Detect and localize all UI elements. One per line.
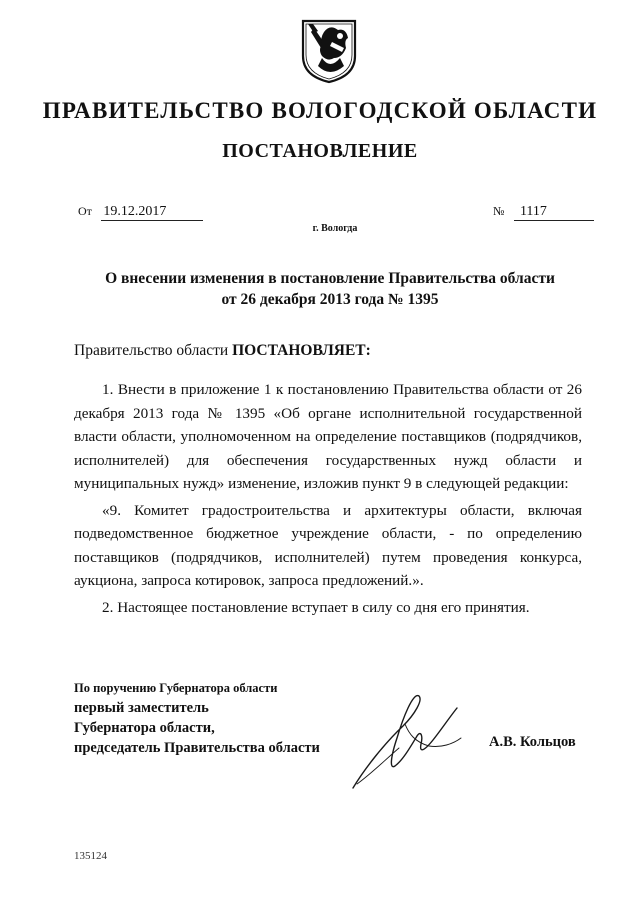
position-line-2: Губернатора области, [74,720,215,736]
date-label: От [78,204,92,218]
paragraph-3: 2. Настоящее постановление вступает в силу со дня его принятия. [102,598,530,616]
subject-line-1: О внесении изменения в постановление Правительства области [105,270,555,287]
position-line-3: председатель Правительства области [74,740,320,756]
document-number: 135124 [74,850,107,862]
vologda-coat-of-arms-icon [300,18,358,84]
signature-block [74,678,320,758]
handwritten-signature-icon [345,688,465,793]
position-line-1: первый заместитель [74,700,209,716]
government-title: ПРАВИТЕЛЬСТВО ВОЛОГОДСКОЙ ОБЛАСТИ [42,98,598,123]
paragraph-1: 1. Внести в приложение 1 к постановлению Правительства области от 26 декабря 2013 года № 1395 «Об органе исполнительной государственной власти области, уполномоченном на определение поставщиков (подрядчиков, исполнителей) для обеспечения государственных нужд области и муниципальных нужд» изменение, изложив пункт 9 в следующей редакции: [74,381,582,492]
decree-intro [74,342,371,360]
decree-prefix: Правительство области [74,342,229,359]
subject-line-2: от 26 декабря 2013 года № 1395 [221,291,439,308]
paragraph-2: «9. Комитет градостроительства и архитектуры области, включая подведомственное бюджетное учреждение области, - по определению поставщиков (подрядчиков, исполнителей) путем проведения конкурса, аукциона, запроса котировок, запроса предложений.». [74,501,582,589]
signer-name: А.В. Кольцов [489,734,576,750]
document-subject [80,268,580,310]
document-type: ПОСТАНОВЛЕНИЕ [222,140,418,162]
date-value: 19.12.2017 [101,204,203,221]
document-body [74,378,582,622]
number-label: № [493,204,505,218]
city: г. Вологда [312,223,358,234]
date-field [78,204,203,221]
on-behalf-line: По поручению Губернатора области [74,681,278,695]
decree-verb: ПОСТАНОВЛЯЕТ: [232,342,371,359]
number-field [493,204,594,221]
number-value: 1117 [514,204,594,221]
